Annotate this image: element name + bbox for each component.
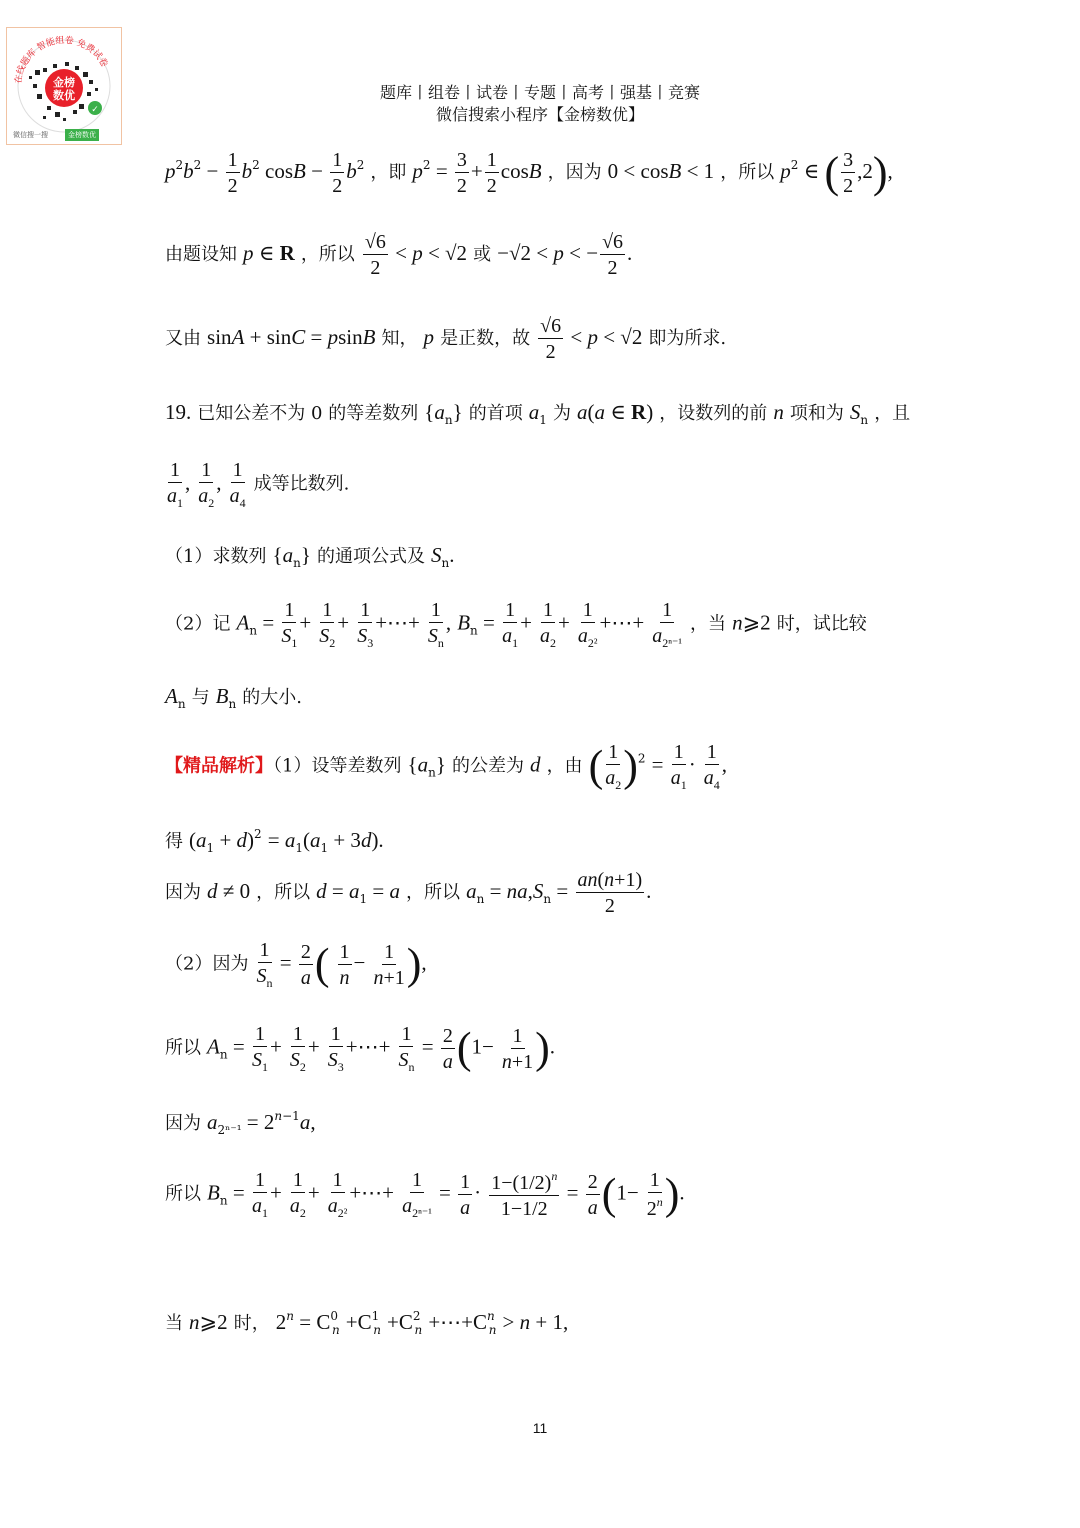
- svg-text:✓: ✓: [91, 105, 99, 115]
- header-mini-program-line: 微信搜索小程序【金榜数优】: [435, 105, 644, 124]
- header-nav-line: 题库丨组卷丨试卷丨专题丨高考丨强基丨竞赛: [379, 83, 700, 102]
- logo-bottom-text-2: 金榜数优: [65, 129, 99, 141]
- solution-line-2: 得 $(a_1 + d)^2 = a_1(a_1 + 3d)$.: [165, 827, 384, 855]
- question-19-part-1: （1）求数列 $\{a_n\}$ 的通项公式及 $S_n$.: [165, 543, 455, 570]
- solution-line-8: 当 n⩾2 时， $2^n = C^0_n +C^1_n +C^2_n$ $+\cdots+C^n_n > n + 1$,: [165, 1309, 569, 1337]
- solution-line-3: 因为 d ≠ 0 ，所以 $d = a_1 = a$ ，所以 $a_n = na,S_n$ = $\frac{an(n+1)}{2}$ .: [165, 869, 652, 917]
- line-2: 由题设知 p ∈ R ，所以 $\frac{√6}{2}$ < p < √2 或 −√2 < p < − $\frac{√6}{2}$ .: [165, 231, 633, 279]
- logo-bottom-text-1: 微信搜一搜: [13, 131, 48, 139]
- solution-line-1: 【精品解析】（1）设等差数列 $\{a_n\}$ 的公差为 d ，由 ( $\frac{1}{a_2}$ )$^2$ = $\frac{1}{a_1}$ · $\frac{1}{a_4}$ ,: [165, 741, 727, 792]
- question-19-stem-2: $\frac{1}{a_1}$ , $\frac{1}{a_2}$ , $\frac{1}{a_4}$ 成等比数列.: [167, 459, 350, 510]
- page-number: 11: [532, 1420, 548, 1436]
- solution-line-5: 所以 $A_n$ = $\frac{1}{S_1}$ + $\frac{1}{S_2}$ + $\frac{1}{S_3}$ +⋯+ $\frac{1}{S_n}$ = $\frac{2}{a}$ (1− $\frac{1}{n+1}$ ).: [165, 1023, 556, 1074]
- line-1: $p^2b^2$ − $\frac{1}{2}$ $b^2$ cosB − $\frac{1}{2}$ $b^2$ ，即 $p^2$ = $\frac{3}{2}$ + $\frac{1}{2}$ cosB ，因为 0 < cosB < 1 ，所以 $p^2$ ∈ ( $\frac{3}{2}$ ,2),: [165, 148, 893, 197]
- line-3: 又由 sinA + sinC = psinB 知， p 是正数，故 $\frac{√6}{2}$ < p < √2 即为所求.: [165, 315, 727, 363]
- question-19-part-2b: $A_n$ 与 $B_n$ 的大小.: [165, 684, 302, 711]
- question-19-part-2: （2）记 $A_n$ = $\frac{1}{S_1}$ + $\frac{1}{S_2}$ + $\frac{1}{S_3}$ +⋯+ $\frac{1}{S_n}$ , $B_n$ = $\frac{1}{a_1}$ + $\frac{1}{a_2}$ + $\frac{1}{a_{2^2}}$ +⋯+ $\frac{1}{a_{2^{n-1}}}$ ，当 n⩾2 时，试比较: [165, 599, 867, 650]
- logo-arc-text: 在线题库 智能组卷 免费试卷: [13, 35, 110, 85]
- solution-label: 【精品解析】: [165, 755, 273, 777]
- question-19-stem: 19. 已知公差不为 0 的等差数列 $\{a_n\}$ 的首项 $a_1$ 为 a(a ∈ R) ，设数列的前 n 项和为 $S_n$ ，且: [165, 400, 911, 427]
- solution-line-4: （2）因为 $\frac{1}{S_n}$ = $\frac{2}{a}$ ( $\frac{1}{n}$ − $\frac{1}{n+1}$ ),: [165, 939, 427, 990]
- logo-center-text-2: 数优: [53, 89, 75, 102]
- logo-center-text-1: 金榜: [53, 76, 75, 89]
- solution-line-7: 所以 $B_n$ = $\frac{1}{a_1}$ + $\frac{1}{a_2}$ + $\frac{1}{a_{2^2}}$ +⋯+ $\frac{1}{a_{2^{n-1}}}$ = $\frac{1}{a}$ · $\frac{1-(1/2)^n}{1-1/2}$ = $\frac{2}{a}$ (1− $\frac{1}{2^n}$ ).: [165, 1169, 685, 1220]
- solution-line-6: 因为 $a_{2^{n-1}} = 2^{n-1}a$,: [165, 1109, 316, 1137]
